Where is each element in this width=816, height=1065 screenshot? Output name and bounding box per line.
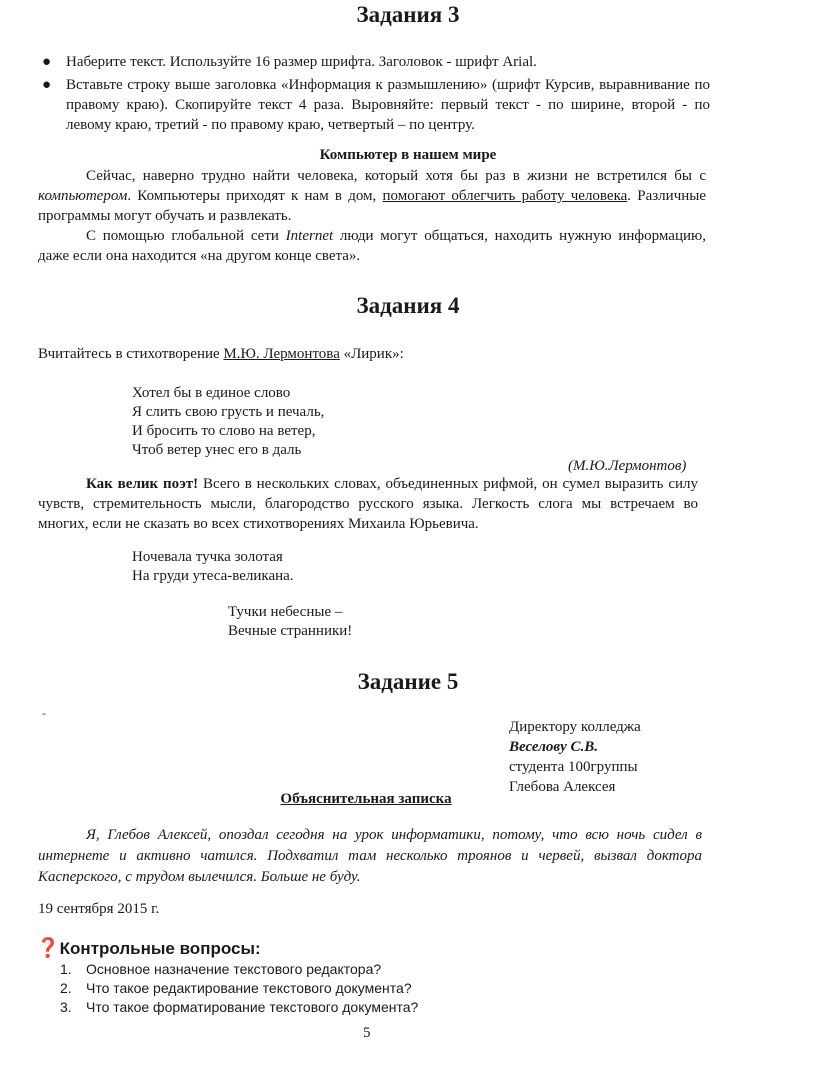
poem-line: Вечные странники!	[228, 623, 353, 639]
section-heading: Компьютер в нашем мире	[319, 147, 497, 163]
paragraph: Как велик поэт! Всего в нескольких словах, объединенных рифмой, он сумел выразить силу чувств, стремительность мысли, благородство русского языка. Легкость слога мы встречаем во многих, если не сказать во всех стихотворениях Михаила Юрьевича.	[38, 476, 699, 532]
stray-mark: -	[42, 706, 46, 720]
task5-title: Задание 5	[357, 669, 459, 694]
intro-text: Вчитайтесь в стихотворение М.Ю. Лермонтова «Лирик»:	[38, 346, 404, 362]
bullet-dot-icon: ●	[42, 77, 52, 93]
addressee-line: студента 100группы	[509, 759, 638, 775]
question-item: 2. Что такое редактирование текстового документа?	[60, 980, 412, 996]
poem-line: Тучки небесные –	[228, 604, 343, 620]
addressee-name: Веселову С.В.	[509, 739, 599, 755]
note-title: Объяснительная записка	[280, 791, 452, 807]
task3-bullets	[38, 52, 710, 138]
task4-title: Задания 4	[356, 293, 460, 318]
paragraph: Сейчас, наверно трудно найти человека, который хотя бы раз в жизни не встретился бы с компьютером. Компьютеры приходят к нам в дом, помогают облегчить работу человека. Различные программы могут обучать и развлекать.	[38, 168, 707, 224]
addressee-line: Глебова Алексея	[509, 779, 616, 795]
question-icon: ❓	[36, 938, 60, 959]
questions-list	[38, 960, 418, 1017]
poem-line: Ночевала тучка золотая	[132, 549, 283, 565]
page-number: 5	[363, 1025, 371, 1041]
question-item: 3. Что такое форматирование текстового документа?	[60, 999, 419, 1015]
poem-stanza	[132, 384, 324, 460]
poem-line: Хотел бы в единое слово	[132, 385, 291, 401]
task3-title: Задания 3	[356, 2, 460, 27]
poem-line: Чтоб ветер унес его в даль	[132, 442, 302, 458]
poem-line: Я слить свою грусть и печаль,	[132, 404, 325, 420]
paragraph: С помощью глобальной сети Internet люди могут общаться, находить нужную информацию, даже если она находится «на другом конце света».	[38, 228, 706, 264]
question-item: 1. Основное назначение текстового редактора?	[60, 961, 382, 977]
bullet-dot-icon: ●	[42, 54, 52, 70]
bullet-item: ● Вставьте строку выше заголовка «Информация к размышлению» (шрифт Курсив, выравнивание по правому краю). Скопируйте текст 4 раза. Выровняйте: первый текст - по ширине, второй - по левому краю, третий - по правому краю, четвертый – по центру.	[42, 77, 710, 133]
note-text: Я, Глебов Алексей, опоздал сегодня на урок информатики, потому, что всю ночь сидел в интернете и активно чатился. Подхватил там несколько троянов и червей, вызвал доктора Касперского, с трудом вылечился. Больше не буду.	[38, 827, 702, 885]
bullet-item: ● Наберите текст. Используйте 16 размер шрифта. Заголовок - шрифт Arial.	[42, 54, 537, 70]
poem-author: (М.Ю.Лермонтов)	[568, 458, 687, 474]
poem-line: И бросить то слово на ветер,	[132, 423, 316, 439]
poem-stanza	[132, 548, 294, 586]
poem-stanza	[228, 603, 352, 641]
poem-line: На груди утеса-великана.	[132, 568, 294, 584]
addressee-block	[509, 717, 641, 797]
questions-heading: ❓Контрольные вопросы:	[36, 938, 261, 959]
addressee-line: Директору колледжа	[509, 719, 641, 735]
date: 19 сентября 2015 г.	[38, 901, 160, 917]
